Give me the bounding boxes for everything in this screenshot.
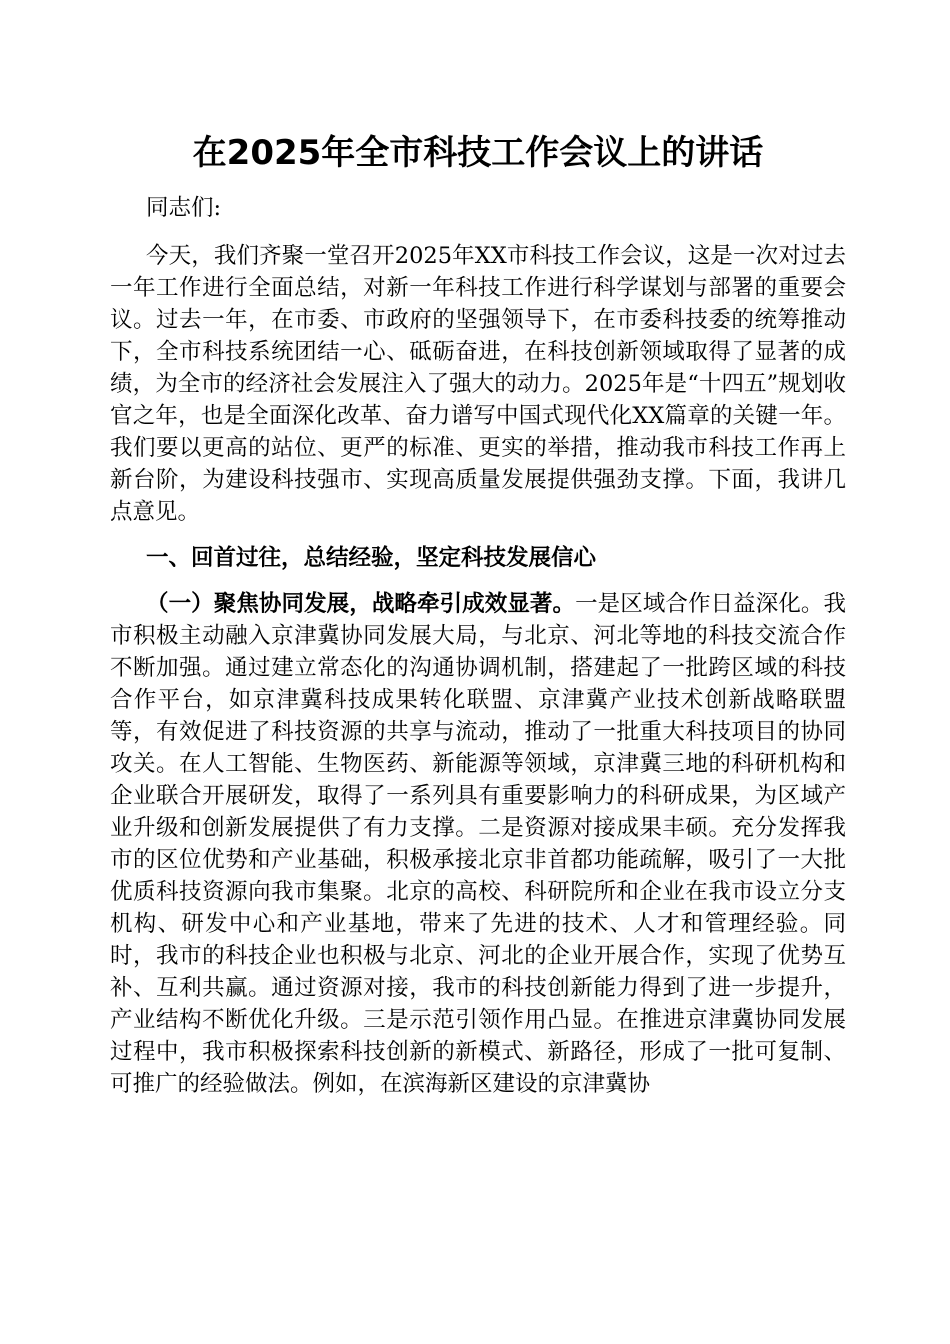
subsection-lead: （一）聚焦协同发展，战略牵引成效显著。 bbox=[146, 591, 576, 617]
subsection-paragraph bbox=[110, 588, 846, 1100]
subsection-body: 一是区域合作日益深化。我市积极主动融入京津冀协同发展大局，与北京、河北等地的科技交流合作不断加强。通过建立常态化的沟通协调机制，搭建起了一批跨区域的科技合作平台，如京津冀科技成果转化联盟、京津冀产业技术创新战略联盟等，有效促进了科技资源的共享与流动，推动了一批重大科技项目的协同攻关。在人工智能、生物医药、新能源等领域，京津冀三地的科研机构和企业联合开展研发，取得了一系列具有重要影响力的科研成果，为区域产业升级和创新发展提供了有力支撑。二是资源对接成果丰硕。充分发挥我市的区位优势和产业基础，积极承接北京非首都功能疏解，吸引了一大批优质科技资源向我市集聚。北京的高校、科研院所和企业在我市设立分支机构、研发中心和产业基地，带来了先进的技术、人才和管理经验。同时，我市的科技企业也积极与北京、河北的企业开展合作，实现了优势互补、互利共赢。通过资源对接，我市的科技创新能力得到了进一步提升，产业结构不断优化升级。三是示范引领作用凸显。在推进京津冀协同发展过程中，我市积极探索科技创新的新模式、新路径，形成了一批可复制、可推广的经验做法。例如，在滨海新区建设的京津冀协 bbox=[110, 591, 846, 1097]
salutation: 同志们: bbox=[146, 195, 222, 221]
document-page bbox=[110, 128, 846, 1114]
section-heading: 一、回首过往，总结经验，坚定科技发展信心 bbox=[146, 545, 597, 571]
intro-paragraph: 今天，我们齐聚一堂召开2025年XX市科技工作会议，这是一次对过去一年工作进行全面总结，对新一年科技工作进行科学谋划与部署的重要会议。过去一年，在市委、市政府的坚强领导下，在市委科技委的统筹推动下，全市科技系统团结一心、砥砺奋进，在科技创新领域取得了显著的成绩，为全市的经济社会发展注入了强大的动力。2025年是“十四五”规划收官之年，也是全面深化改革、奋力谱写中国式现代化XX篇章的关键一年。我们要以更高的站位、更严的标准、更实的举措，推动我市科技工作再上新台阶，为建设科技强市、实现高质量发展提供强劲支撑。下面，我讲几点意见。 bbox=[110, 243, 846, 525]
document-title: 在2025年全市科技工作会议上的讲话 bbox=[192, 133, 764, 173]
